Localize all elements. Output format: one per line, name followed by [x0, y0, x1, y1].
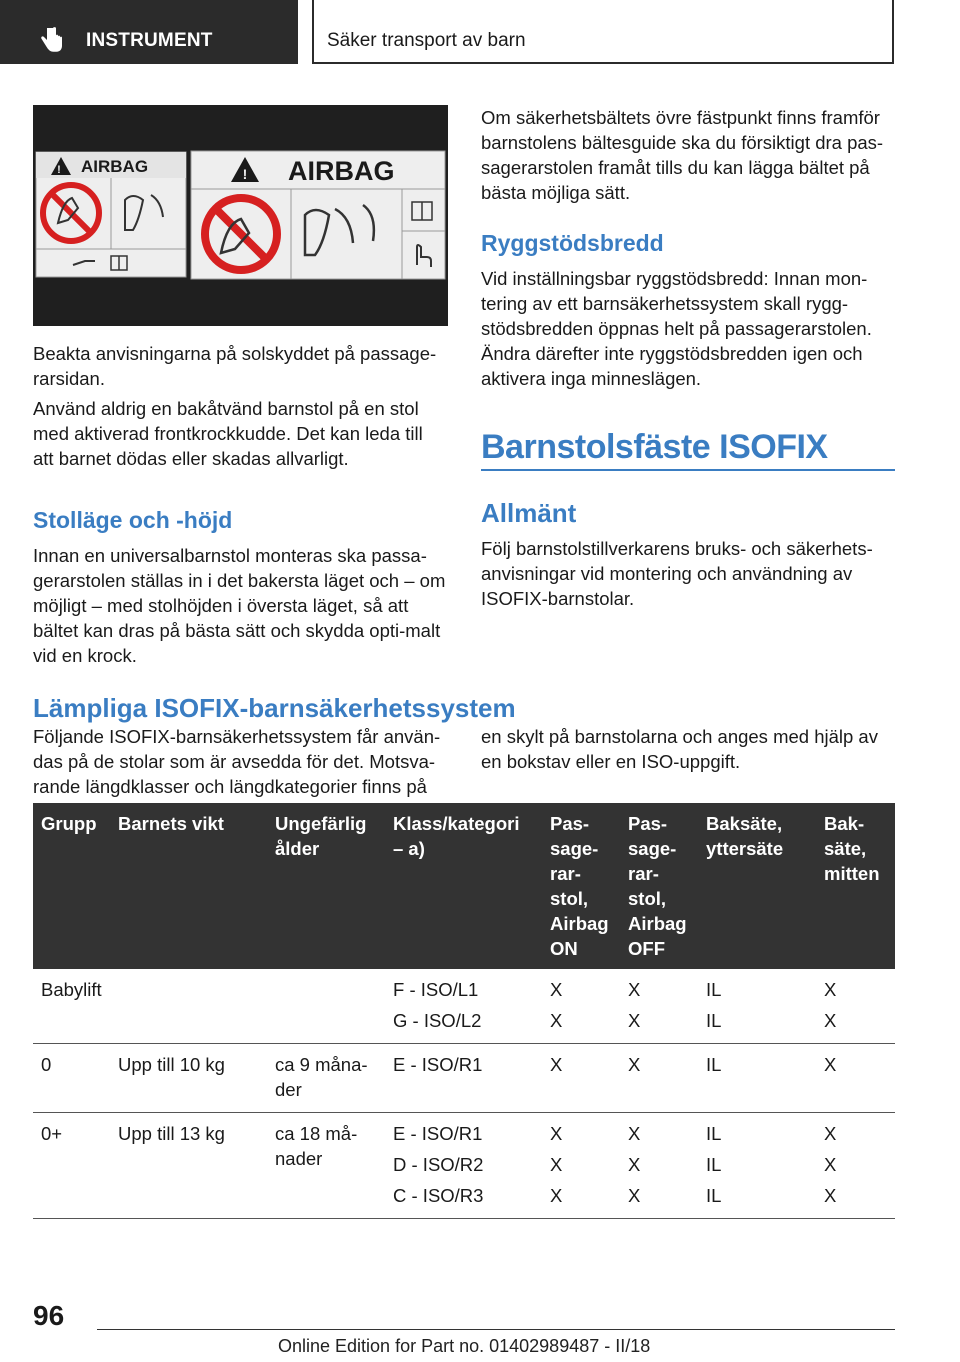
cell-mid [816, 1044, 895, 1113]
footer-divider [97, 1329, 895, 1330]
cell-line: X [550, 1010, 563, 1031]
table-row [33, 1113, 895, 1219]
footer-edition: Online Edition for Part no. 01402989487 - II/18 [278, 1336, 651, 1356]
cell-off [620, 969, 698, 1044]
solskydd-paragraph: Beakta anvisningarna på solskyddet på passage-rarsidan. [33, 343, 437, 389]
cell-off [620, 1113, 698, 1219]
stollage-paragraph: Innan en universalbarnstol monteras ska passa-gerarstolen ställas in i det bakersta läget och – om möjligt – med stolhöjden i översta läget, så att bältet kan dras på bästa sätt och skydda opti-malt vid en krock. [33, 545, 446, 666]
cell-age [267, 969, 385, 1044]
header-section-tab [0, 0, 298, 64]
col-airbag-on: Pas-sage-rar-stol, Airbag ON [542, 803, 620, 969]
cell-line: IL [706, 979, 722, 1000]
cell-group: 0 [33, 1044, 110, 1113]
cell-line: X [628, 979, 641, 1000]
bälte-paragraph: Om säkerhetsbältets övre fästpunkt finns framför barnstolens bältesguide ska du försiktigt dra pas-sagerarstolen framåt tills du kan lägga bältet på bästa möjliga sätt. [481, 107, 884, 203]
cell-on [542, 1044, 620, 1113]
cell-weight: Upp till 13 kg [110, 1113, 267, 1219]
cell-line: F - ISO/L1 [393, 979, 479, 1000]
cell-line: X [824, 1123, 837, 1144]
cell-age: ca 9 måna-der [267, 1044, 385, 1113]
section-title-isofix: Barnstolsfäste ISOFIX [481, 428, 828, 466]
table-row [33, 1044, 895, 1113]
col-vikt: Barnets vikt [110, 803, 267, 969]
cell-klass [385, 1113, 542, 1219]
cell-line: IL [706, 1154, 722, 1175]
cell-age: ca 18 må-nader [267, 1113, 385, 1219]
col-alder: Ungefärlig ålder [267, 803, 385, 969]
allmant-paragraph: Följ barnstolstillverkarens bruks- och säkerhets-anvisningar vid montering och användning av ISOFIX-barnstolar. [481, 538, 873, 609]
col-mitten: Bak-säte, mitten [816, 803, 895, 969]
airbag-label-small: AIRBAG [81, 157, 149, 176]
isofix-intro-right: en skylt på barnstolarna och anges med hjälp av en bokstav eller en ISO-uppgift. [481, 726, 878, 772]
warning-paragraph: Använd aldrig en bakåtvänd barnstol på en stol med aktiverad frontkrockkudde. Det kan leda till att barnet dödas eller skadas allvarligt. [33, 398, 423, 469]
cell-line: E - ISO/R1 [393, 1123, 483, 1144]
hand-pointer-icon [38, 26, 64, 54]
cell-mid [816, 1113, 895, 1219]
cell-weight [110, 969, 267, 1044]
heading-allmant: Allmänt [481, 498, 577, 528]
cell-line: D - ISO/R2 [393, 1154, 484, 1175]
cell-line: X [628, 1010, 641, 1031]
cell-group: Babylift [33, 969, 110, 1044]
cell-line: G - ISO/L2 [393, 1010, 482, 1031]
cell-line: X [628, 1123, 641, 1144]
page-number: 96 [33, 1300, 65, 1331]
cell-klass [385, 969, 542, 1044]
cell-line: X [550, 1185, 563, 1206]
table-row [33, 969, 895, 1044]
heading-stollage: Stolläge och -höjd [33, 507, 233, 533]
cell-line: IL [706, 1185, 722, 1206]
cell-on [542, 969, 620, 1044]
svg-text:!: ! [57, 164, 61, 176]
col-airbag-off: Pas-sage-rar-stol, Airbag OFF [620, 803, 698, 969]
airbag-label-large: AIRBAG [288, 156, 395, 186]
cell-outer [698, 1113, 816, 1219]
header-chapter-box [312, 0, 894, 64]
chapter-title: Säker transport av barn [327, 30, 526, 51]
cell-line: X [550, 979, 563, 1000]
cell-on [542, 1113, 620, 1219]
cell-line: X [628, 1154, 641, 1175]
cell-line: X [628, 1054, 641, 1075]
table-header-row [33, 803, 895, 969]
cell-line: X [824, 1185, 837, 1206]
cell-line: X [824, 1010, 837, 1031]
col-klass: Klass/kategori – a) [385, 803, 542, 969]
airbag-labels-illustration [33, 105, 448, 326]
title-underline [481, 469, 895, 471]
cell-outer [698, 1044, 816, 1113]
cell-mid [816, 969, 895, 1044]
airbag-warning-figure [33, 105, 448, 326]
col-yttersate: Baksäte, yttersäte [698, 803, 816, 969]
cell-outer [698, 969, 816, 1044]
section-title: INSTRUMENT [86, 30, 213, 51]
cell-line: X [824, 1154, 837, 1175]
col-grupp: Grupp [33, 803, 110, 969]
cell-klass [385, 1044, 542, 1113]
isofix-intro-left: Följande ISOFIX-barnsäkerhetssystem får använ-das på de stolar som är avsedda för det. Motsva-rande längdklasser och längdkategorier finns på [33, 726, 441, 797]
cell-line: X [628, 1185, 641, 1206]
heading-ryggstodsbredd: Ryggstödsbredd [481, 230, 664, 256]
cell-line: X [550, 1123, 563, 1144]
cell-off [620, 1044, 698, 1113]
svg-text:!: ! [242, 166, 248, 182]
cell-line: X [550, 1154, 563, 1175]
cell-line: X [824, 979, 837, 1000]
cell-line: IL [706, 1054, 722, 1075]
cell-group: 0+ [33, 1113, 110, 1219]
cell-line: IL [706, 1010, 722, 1031]
cell-line: IL [706, 1123, 722, 1144]
isofix-table [33, 803, 895, 1219]
heading-lampliga-isofix: Lämpliga ISOFIX-barnsäkerhetssystem [33, 693, 516, 723]
cell-line: X [550, 1054, 563, 1075]
cell-weight: Upp till 10 kg [110, 1044, 267, 1113]
ryggstodsbredd-paragraph: Vid inställningsbar ryggstödsbredd: Innan mon-tering av ett barnsäkerhetssystem skall rygg-stödsbredden öppnas helt på passagerarstolen. Ändra därefter inte ryggstödsbredden igen och aktivera inga minneslägen. [481, 268, 872, 389]
cell-line: C - ISO/R3 [393, 1185, 484, 1206]
cell-line: X [824, 1054, 837, 1075]
cell-line: E - ISO/R1 [393, 1054, 483, 1075]
